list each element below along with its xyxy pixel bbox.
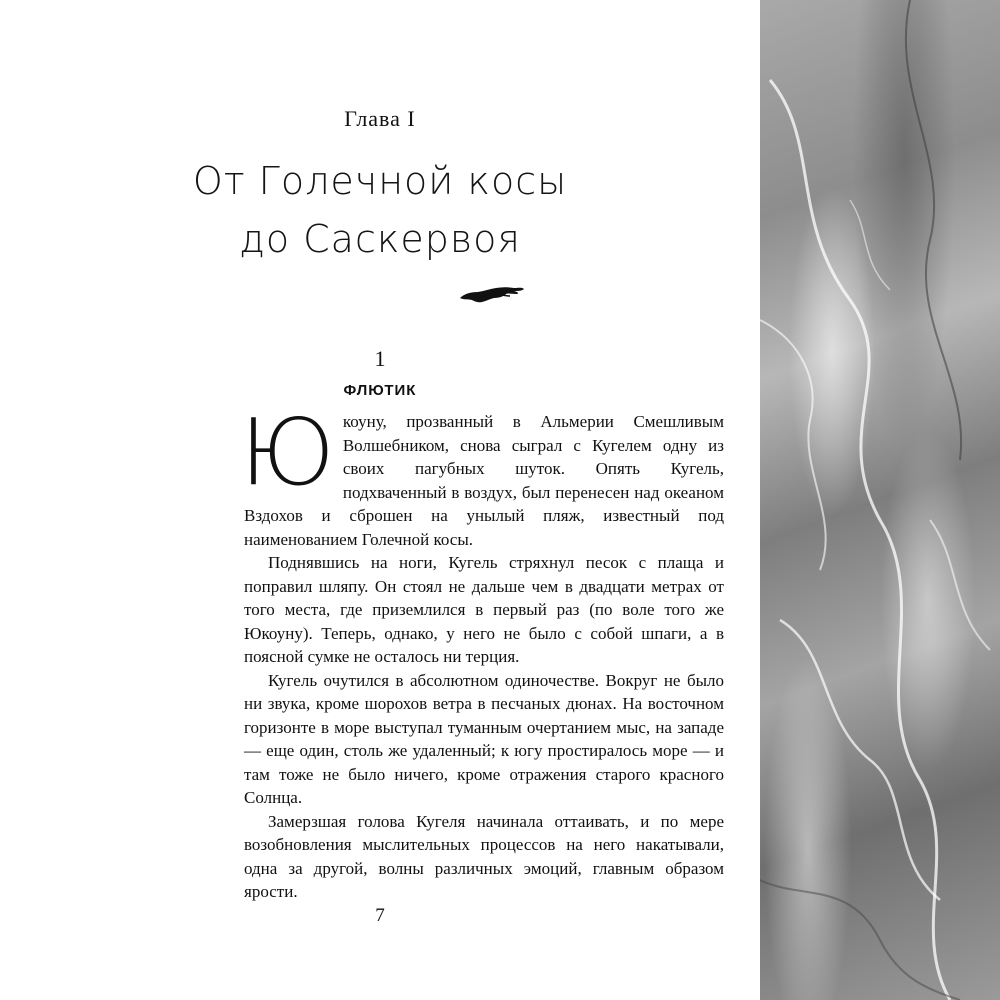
paragraph-3: Кугель очутился в абсолютном одиночестве. Вокруг не было ни звука, кроме шорохов ветра в песчаных дюнах. На восточном горизонте в море выступал туманным очертанием мыс, на западе — еще один, столь же удаленный; к югу простиралось море — и там тоже не было ничего, кроме отражения старого красного Солнца. <box>244 670 724 807</box>
paragraph-1 <box>240 399 724 551</box>
chapter-label: Глава I <box>344 106 416 131</box>
paragraph-1-text: коуну, прозванный в Альмерии Смешливым Волшебником, снова сыграл с Кугелем одну из своих пагубных шуток. Опять Кугель, подхваченный в воздух, был перенесен над океаном Вздохов и сброшен на унылый пляж, известный под наименованием Голечной косы. <box>244 412 724 549</box>
chapter-title-line-1: От Голечной косы <box>192 159 568 203</box>
hand-ornament-icon <box>458 280 526 306</box>
chapter-title-line-2: до Саскервоя <box>239 217 521 261</box>
page-number: 7 <box>375 905 385 926</box>
section-number: 1 <box>374 346 386 371</box>
marble-veins <box>760 0 1000 1000</box>
section-title: ФЛЮТИК <box>343 382 417 399</box>
paragraph-4: Замерзшая голова Кугеля начинала оттаивать, и по мере возобновления мыслительных процессов на него накатывали, одна за другой, волны различных эмоций, главным образом ярости. <box>244 811 724 901</box>
body-text <box>240 399 724 904</box>
drop-cap: Ю <box>240 399 335 506</box>
chapter-title <box>0 152 760 268</box>
paragraph-2: Поднявшись на ноги, Кугель стряхнул песок с плаща и поправил шляпу. Он стоял не дальше чем в двадцати метрах от того места, где приземлился в первый раз (по воле того же Юкоуну). Теперь, однако, у него не было с собой шпаги, а в поясной сумке не осталось ни терция. <box>244 553 724 666</box>
marble-texture-strip <box>760 0 1000 1000</box>
